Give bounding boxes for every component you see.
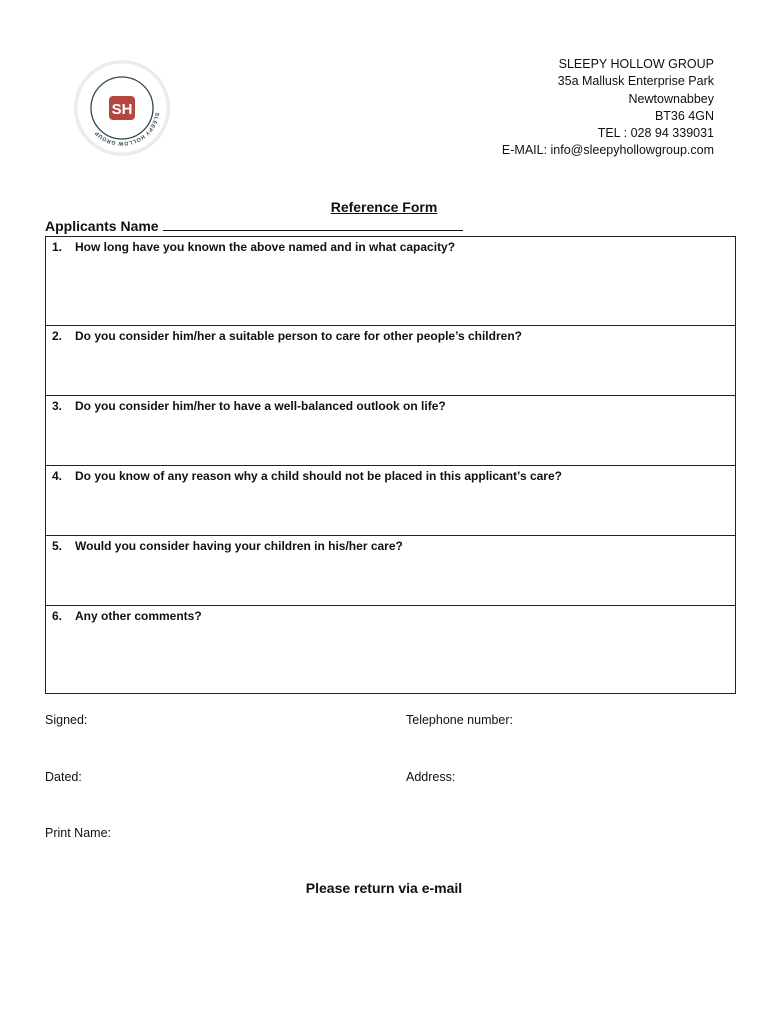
question-3: 3. Do you consider him/her to have a well-balanced outlook on life? <box>52 399 446 413</box>
question-row-6[interactable] <box>46 605 735 693</box>
postcode: BT36 4GN <box>654 108 714 123</box>
question-4: 4. Do you know of any reason why a child should not be placed in this applicant’s care? <box>52 469 562 483</box>
question-row-1[interactable] <box>46 237 735 325</box>
return-instructions: Please return via e-mail <box>305 880 463 896</box>
company-address-block <box>502 56 714 160</box>
form-title: Reference Form <box>330 199 438 215</box>
question-row-2[interactable] <box>46 325 735 395</box>
question-row-3[interactable] <box>46 395 735 465</box>
logo-ring-text: SLEEPY HOLLOW GROUP <box>93 111 160 147</box>
question-2: 2. Do you consider him/her a suitable person to care for other people’s children? <box>52 329 522 343</box>
address-label: Address: <box>406 770 456 784</box>
logo-monogram: SH <box>111 101 133 118</box>
question-row-4[interactable] <box>46 465 735 535</box>
telephone: TEL : 028 94 339031 <box>597 126 714 141</box>
print-name-label: Print Name: <box>45 826 111 840</box>
applicant-name-label: Applicants Name <box>45 218 159 234</box>
signed-label: Signed: <box>45 713 88 727</box>
question-6: 6. Any other comments? <box>52 609 202 623</box>
email: E-MAIL: info@sleepyhollowgroup.com <box>501 143 714 158</box>
question-row-5[interactable] <box>46 535 735 605</box>
telephone-number-label: Telephone number: <box>406 713 514 727</box>
applicant-name-line[interactable] <box>163 218 463 231</box>
company-logo <box>72 58 172 158</box>
questions-table <box>45 236 736 694</box>
question-5: 5. Would you consider having your children in his/her care? <box>52 539 403 553</box>
dated-label: Dated: <box>45 770 82 784</box>
question-1: 1. How long have you known the above named and in what capacity? <box>52 240 456 254</box>
address-line-2: Newtownabbey <box>628 91 714 106</box>
applicant-name-field[interactable] <box>45 218 463 234</box>
address-line-1: 35a Mallusk Enterprise Park <box>557 74 714 89</box>
company-name: SLEEPY HOLLOW GROUP <box>558 57 714 71</box>
